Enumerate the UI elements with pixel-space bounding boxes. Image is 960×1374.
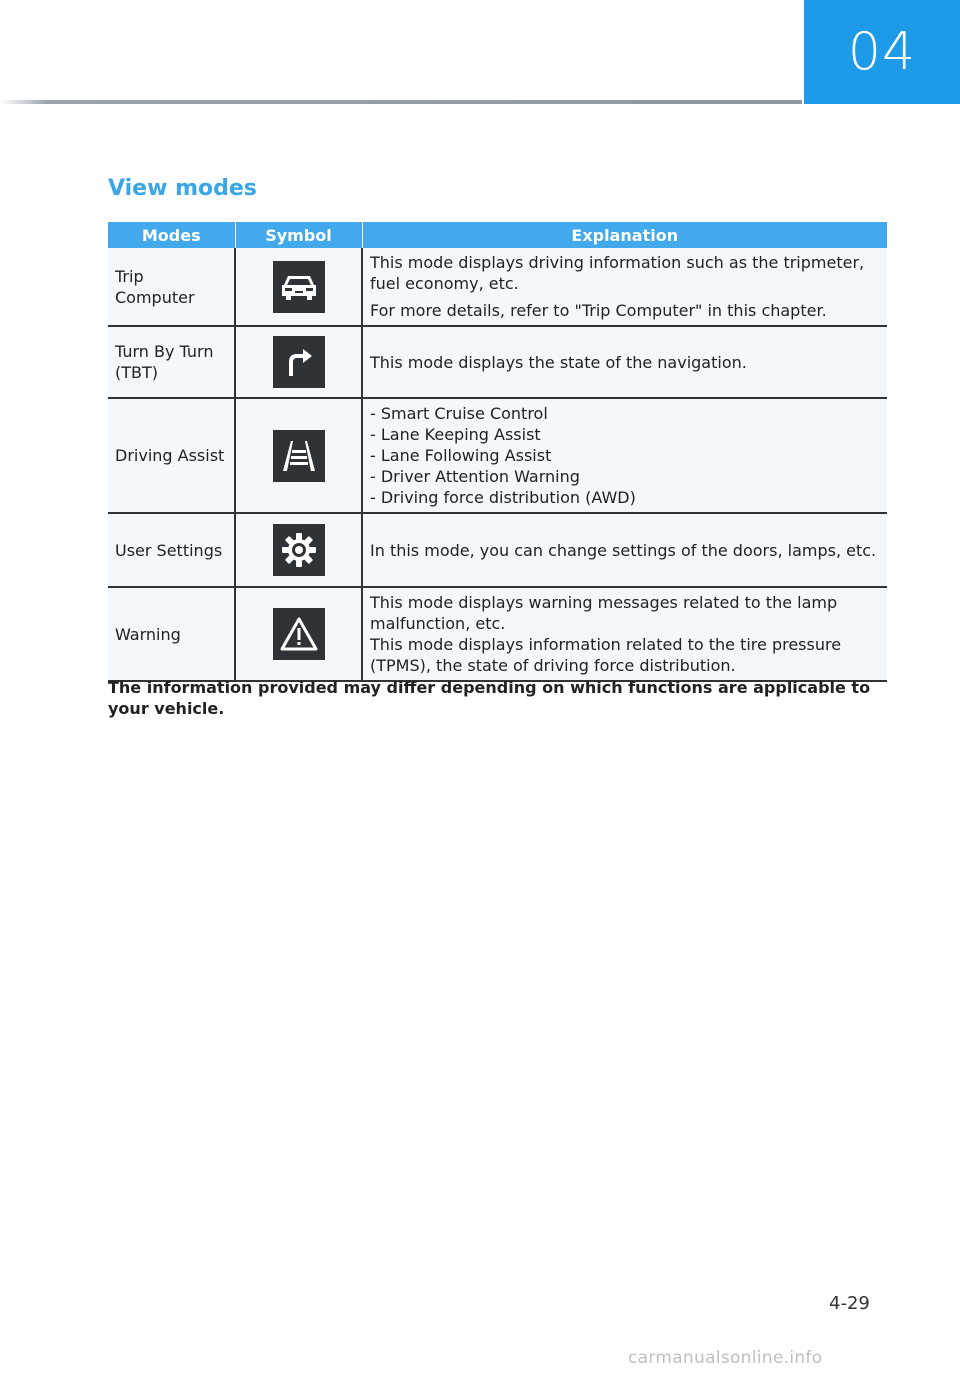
explanation-text: This mode displays driving information such as the tripmeter, fuel economy, etc. [370, 253, 865, 293]
section-title: View modes [108, 176, 257, 201]
mode-label-line2: Computer [115, 287, 195, 307]
mode-cell [108, 248, 235, 326]
mode-label-line1: Turn By Turn [115, 342, 214, 361]
table-row [108, 326, 887, 398]
mode-cell: User Settings [108, 513, 235, 587]
list-item: - Driver Attention Warning [370, 467, 580, 486]
explanation-text: This mode displays the state of the navigation. [370, 352, 747, 372]
table-row [108, 587, 887, 681]
car-icon [273, 261, 325, 313]
symbol-cell [235, 398, 362, 513]
symbol-cell [235, 587, 362, 681]
symbol-cell [235, 326, 362, 398]
column-header-symbol: Symbol [235, 222, 362, 248]
explanation-cell [362, 587, 887, 681]
explanation-text: In this mode, you can change settings of the doors, lamps, etc. [370, 540, 877, 560]
column-header-explanation: Explanation [362, 222, 887, 248]
mode-label-line1: Trip [115, 266, 144, 286]
symbol-cell [235, 248, 362, 326]
applicability-note: The information provided may differ depending on which functions are applicable to your vehicle. [108, 678, 871, 718]
column-header-modes: Modes [108, 222, 235, 248]
view-modes-table [108, 222, 887, 682]
list-item: - Lane Following Assist [370, 446, 552, 465]
table-header-row [108, 222, 887, 248]
explanation-text: This mode displays warning messages related to the lamp malfunction, etc. [370, 593, 838, 633]
header-rule [0, 100, 802, 104]
mode-cell [108, 326, 235, 398]
list-item: - Driving force distribution (AWD) [370, 488, 636, 507]
table-row [108, 513, 887, 587]
mode-cell: Driving Assist [108, 398, 235, 513]
lane-assist-icon [273, 430, 325, 482]
table-row [108, 398, 887, 513]
explanation-cell [362, 326, 887, 398]
watermark: carmanualsonline.info [628, 1348, 823, 1368]
explanation-cell [362, 398, 887, 513]
explanation-text: For more details, refer to "Trip Computer" in this chapter. [370, 301, 827, 320]
symbol-cell [235, 513, 362, 587]
turn-right-arrow-icon [273, 336, 325, 388]
feature-list [370, 403, 881, 508]
list-item: - Smart Cruise Control [370, 404, 548, 423]
explanation-cell [362, 513, 887, 587]
gear-icon [273, 524, 325, 576]
mode-cell: Warning [108, 587, 235, 681]
warning-triangle-icon [273, 608, 325, 660]
explanation-text: This mode displays information related to the tire pressure (TPMS), the state of driving force distribution. [370, 635, 842, 675]
chapter-tab: 04 [804, 0, 960, 104]
mode-label-line2: (TBT) [115, 363, 159, 382]
table-row [108, 248, 887, 326]
explanation-cell [362, 248, 887, 326]
list-item: - Lane Keeping Assist [370, 425, 541, 444]
page-number: 4-29 [829, 1293, 870, 1314]
